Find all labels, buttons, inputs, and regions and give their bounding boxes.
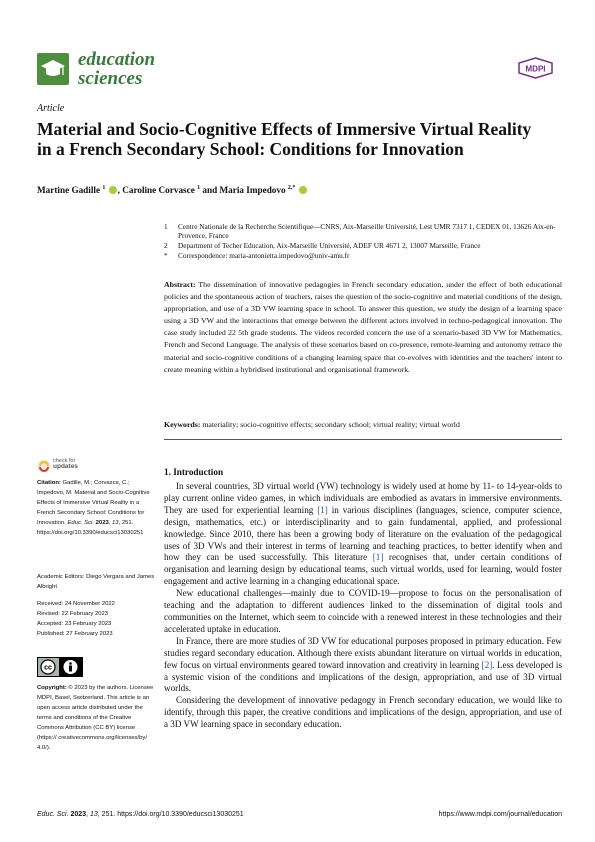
citation-doi[interactable]: , 251. https://doi.org/10.3390/educsci13030251 [37, 520, 144, 536]
received-date: Received: 24 November 2022 [37, 601, 115, 607]
copyright [37, 683, 155, 753]
author-affiliation-mark: 2,* [287, 185, 296, 191]
keywords-text: materiality; socio-cognitive effects; secondary school; virtual reality; virtual world [202, 420, 460, 429]
paragraph [164, 588, 562, 636]
citation-label: Citation: [37, 480, 61, 486]
paragraph-text: New educational challenges—mainly due to COVID-19—propose to focus on the personalisation of teaching and the adaptation to different audiences linked to the dissemination of digital tools and communities on the Internet, which seem to coincide with a renewed interest in these technologies and their accelerated uptake in education. [164, 588, 562, 634]
journal-logo [37, 53, 69, 85]
paragraph [164, 481, 562, 588]
copyright-label: Copyright: [37, 685, 67, 691]
affiliation-mark: 2 [164, 241, 168, 250]
section-body [164, 481, 562, 731]
publisher-name: MDPI [525, 64, 546, 74]
check-updates-line1: check for [53, 458, 76, 464]
check-updates-line2: updates [53, 463, 78, 470]
check-for-updates-button[interactable] [37, 459, 97, 473]
published-date: Published: 27 February 2023 [37, 631, 113, 637]
abstract [164, 279, 562, 376]
affiliation-text: Centre Nationale de la Recherche Scientifique—CNRS, Aix-Marseille Université, Lest UMR 7317 1, CEDEX 01, 13626 Aix-en-Provence, France [178, 222, 556, 240]
affiliation [164, 222, 564, 240]
author-name: Martine Gadille [37, 185, 101, 196]
journal-title [78, 50, 155, 88]
academic-editors: Academic Editors: Diego Vergara and James Albright [37, 574, 155, 590]
author-name: Maria Impedovo [219, 185, 286, 196]
journal-title-line1: education [78, 49, 156, 70]
cc-by-license-badge[interactable] [37, 657, 83, 677]
paragraph [164, 636, 562, 696]
footer-journal: Educ. Sci. [37, 811, 69, 818]
paragraph-text: In several countries, 3D virtual world (VW) technology is widely used at home by 11- to 14-year-olds to play current online video games, in which individuals are embodied as avatars in immersive environments. They are used for experiential learning [164, 481, 562, 515]
affiliation [164, 241, 564, 250]
journal-title-line2: sciences [78, 68, 143, 89]
citation-journal: Educ. Sci. [67, 520, 94, 526]
citation: Citation: Gadille, M.; Corvasce, C.; Impedovo, M. Material and Socio-Cognitive Effects of Immersive Virtual Reality in a French Secondary School: Conditions for Innovation. Educ. Sci. 2023, 13, 251. https://doi.org/10.3390/educsci13030251 [37, 480, 150, 536]
footer-year: 2023 [70, 811, 87, 818]
paragraph [164, 695, 562, 731]
article-title: Material and Socio-Cognitive Effects of Immersive Virtual Reality in a French Secondary School: Conditions for Innovation [37, 119, 532, 159]
author-separator: and [202, 185, 220, 196]
keywords [164, 419, 562, 431]
author-list [37, 185, 308, 195]
page-footer: Educ. Sci. 2023, 13, 251. https://doi.org/10.3390/educsci13030251 https://www.mdpi.com/journal/education [37, 811, 562, 818]
affiliation-text: Department of Techer Education, Aix-Marseille Université, ADEF UR 4671 2, 13007 Marseille, France [178, 241, 481, 250]
publisher-logo [517, 57, 554, 79]
paragraph-text: . Less developed is a systemic vision of the conditions and implications of the design, appropriation, and use of 3D virtual worlds. [164, 659, 562, 694]
citation-link[interactable]: [1] [317, 504, 328, 515]
orcid-icon[interactable] [109, 186, 117, 194]
author-affiliation-mark: 1 [197, 185, 201, 191]
orcid-icon[interactable] [299, 186, 307, 194]
author-name: Caroline Corvasce [122, 185, 195, 196]
paragraph-text: In France, there are more studies of 3D VW for educational purposes proposed in primary education. Few studies regard secondary education. Although there exists abundant literature on virtual worlds in education, few focus on virtual environments geared toward innovation and creativity in learning [164, 635, 562, 670]
accepted-date: Accepted: 23 February 2023 [37, 621, 112, 627]
divider [164, 439, 562, 440]
citation-year: 2023 [95, 520, 109, 526]
abstract-text: The dissemination of innovative pedagogies in French secondary education, under the effect of both educational policies and the spontaneous action of teachers, raises the question of the socio-cognitive and material conditions of the design, appropriation, and use of a 3D VW learning space in school. To answer this question, we study the design of a learning space using a 3D VW and the interactions that emerge between the different actors involved in techno-pedagogical innovation. The case study included 22 5th grade students. The videos recorded concern the use of a scenario-based 3D VW for Mathematics, French and Second Language. The analysis of these scenarios based on co-presence, remote-learning and autonomy retrace the material and socio-cognitive conditions of a changing learning space that co-evolves with identities and the teachers' intent to create meaning within a hybridised institutional and organisational framework. [164, 280, 562, 374]
paragraph-text: recognises that, under certain conditions of organisation and learning design by educational teams, such virtual worlds, used for learning, would foster engagement and active learning in a changing educational space. [164, 552, 563, 587]
citation-volume: 13 [112, 520, 119, 526]
abstract-label: Abstract: [164, 280, 196, 289]
paragraph-text: Considering the development of innovative pedagogy in French secondary education, we would like to identify, through this paper, the creative conditions and implications of the design, appropriation, and use of a 3D VW learning space in secondary education. [164, 695, 562, 730]
footer-doi[interactable]: , 251. https://doi.org/10.3390/educsci13030251 [97, 811, 244, 818]
cc-by-icon [37, 657, 83, 677]
article-type: Article [37, 103, 65, 114]
revised-date: Revised: 22 February 2023 [37, 611, 109, 617]
keywords-label: Keywords: [164, 420, 201, 429]
author-affiliation-mark: 1 [102, 185, 106, 191]
correspondence-text: Correspondence: maria-antonietta.impedovo@univ-amu.fr [178, 251, 350, 260]
cc-label: cc [44, 664, 52, 672]
copyright-text: © 2023 by the authors. Licensee MDPI, Basel, Switzerland. This article is an open access article distributed under the terms and conditions of the Creative Commons Attribution (CC BY) license (https:// creativecommons.org/licenses/by/ 4.0/). [37, 685, 154, 751]
author-separator: , [117, 185, 123, 196]
correspondence [164, 251, 564, 260]
check-updates-icon [37, 459, 51, 473]
citation-link[interactable]: [1] [372, 552, 384, 563]
paragraph-text: in various disciplines (languages, science, computer science, design, mathematics, etc.) or interdisciplinarity and to gain fundamental, applied, and professional knowledge. Since 2010, there has been a growing body of literature on the evaluation of the pedagogical uses of 3D VWs and their interest in terms of learning and teaching practices, to better identify when and how they can be used successfully. This literature [164, 504, 562, 563]
affiliation-mark: 1 [164, 222, 168, 231]
affiliation-mark: * [164, 251, 168, 260]
footer-volume: 13 [89, 811, 98, 818]
citation-text: Gadille, M.; Corvasce, C.; Impedovo, M. Material and Socio-Cognitive Effects of Immersive Virtual Reality in a French Secondary School: Conditions for Innovation. [37, 480, 150, 526]
section-heading: 1. Introduction [164, 467, 224, 477]
graduation-cap-icon [37, 53, 69, 85]
mdpi-logo-icon [517, 57, 554, 79]
citation-link[interactable]: [2] [481, 659, 493, 670]
footer-journal-url[interactable]: https://www.mdpi.com/journal/education [438, 811, 562, 818]
